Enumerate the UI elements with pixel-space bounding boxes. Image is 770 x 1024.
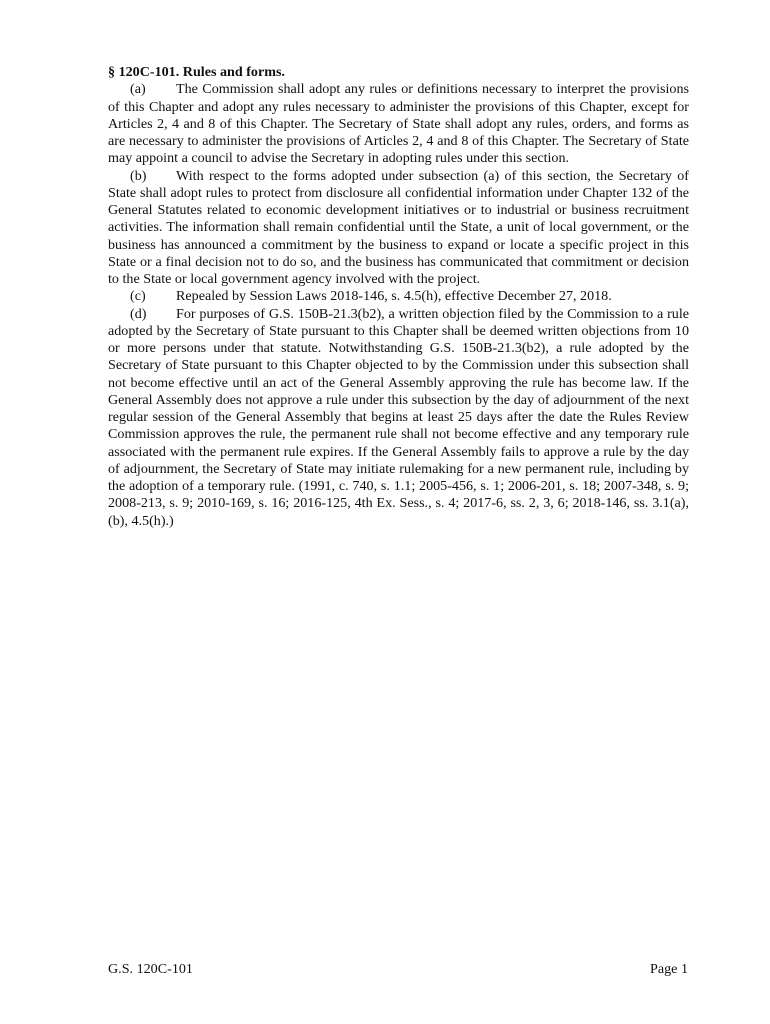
subsection-text: Repealed by Session Laws 2018-146, s. 4.5(h), effective December 27, 2018.	[176, 288, 612, 305]
subsection-label: (d)	[130, 305, 147, 322]
subsection-label: (b)	[130, 167, 147, 184]
footer-page-number: Page 1	[650, 961, 688, 977]
subsection-text: The Commission shall adopt any rules or definitions necessary to interpret the provisions of this Chapter and adopt any rules necessary to administer the provisions of this Chapter, except for Articles 2, 4 and 8 of this Chapter. The Secretary of State shall adopt any rules, orders, and forms as are necessary to administer the provisions of Articles 2, 4 and 8 of this Chapter. The Secretary of State may appoint a council to advise the Secretary in adopting rules under this section.	[108, 81, 689, 167]
statute-body	[108, 64, 689, 530]
subsection-text: For purposes of G.S. 150B-21.3(b2), a written objection filed by the Commission to a rule adopted by the Secretary of State pursuant to this Chapter shall be deemed written objections from 10 or more persons under that statute. Notwithstanding G.S. 150B-21.3(b2), a rule adopted by the Secretary of State pursuant to this Chapter objected to by the Commission under this subsection shall not become effective until an act of the General Assembly approving the rule has become law. If the General Assembly does not approve a rule under this subsection by the day of adjournment of the next regular session of the General Assembly that begins at least 25 days after the date the Rules Review Commission approves the rule, the permanent rule shall not become effective and any temporary rule associated with the permanent rule expires. If the General Assembly fails to approve a rule by the day of adjournment, the Secretary of State may initiate rulemaking for a new permanent rule, including by the adoption of a temporary rule. (1991, c. 740, s. 1.1; 2005-456, s. 1; 2006-201, s. 18; 2007-348, s. 9; 2008-213, s. 9; 2010-169, s. 16; 2016-125, 4th Ex. Sess., s. 4; 2017-6, ss. 2, 3, 6; 2018-146, ss. 3.1(a), (b), 4.5(h).)	[108, 305, 689, 529]
section-heading: § 120C-101. Rules and forms.	[108, 64, 285, 80]
subsection-label: (a)	[130, 81, 146, 98]
subsection-label: (c)	[130, 288, 146, 305]
subsection-b	[108, 168, 689, 289]
subsection-d	[108, 306, 689, 530]
footer-statute-reference: G.S. 120C-101	[108, 961, 193, 977]
subsection-a	[108, 81, 689, 167]
subsection-c	[108, 288, 689, 305]
subsection-text: With respect to the forms adopted under subsection (a) of this section, the Secretary of State shall adopt rules to protect from disclosure all confidential information under Chapter 132 of the General Statutes related to economic development initiatives or to industrial or business recruitment activities. The information shall remain confidential until the State, a unit of local government, or the business has announced a commitment by the business to expand or locate a specific project in this State or a final decision not to do so, and the business has communicated that commitment or decision to the State or local government agency involved with the project.	[108, 167, 689, 287]
